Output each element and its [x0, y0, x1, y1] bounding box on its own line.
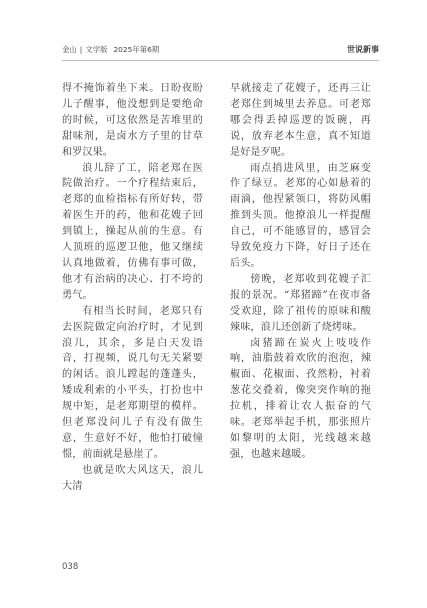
paragraph: 雨点捎进风里，由芝麻变作了绿豆。老郑的心如悬着的雨滴，他捏紧领口，将防风帽推到头顶。他撩浪儿一样提醒自己，可不能感冒的，感冒会导致免疫力下降，好日子还在后头。 [230, 162, 371, 269]
right-column [230, 81, 371, 463]
magazine-info: 金山 | 文学版 2025年第6期 [62, 45, 160, 54]
paragraph: 浪儿辞了工，陪老郑在医院做治疗。一个疗程结束后，老郑的血检指标有所好转，带着医生开的药，他和花嫂子回到镇上，操起从前的生意。有人顶班的巡逻卫他，他又继续认真地做着，仿佛有事可做，他才有治病的决心、打不垮的勇气。 [62, 162, 203, 301]
magazine-name: 金山 [62, 45, 77, 54]
running-header [62, 44, 379, 55]
paragraph: 傍晚，老郑收到花嫂子汇报的景况。“郑猪蹄”在夜市备受欢迎，除了祖传的原味和酸辣味，浪儿还创新了烧烤味。 [230, 273, 371, 333]
issue-label: 2025年第6期 [113, 45, 160, 54]
paragraph: 有相当长时间，老郑只有去医院做定向治疗时，才见到浪儿，其余，多是白天发语音，打视频，说几句无关紧要的闲话。浪儿蹚起的蓬蓬头，矮成利索的小平头，打扮也中规中矩，是老郑期望的模样。但老郑没问儿子有没有做生意，生意好不好，他怕打破憧憬，前面就是悬崖了。 [62, 305, 203, 460]
edition-label: 文学版 [85, 45, 108, 54]
paragraph: 也就是吹大风这天，浪儿大清 [62, 464, 203, 492]
paragraph: 得不掩饰着坐下来。日盼夜盼儿子醒事，他没想到是要绝命的时候，可这依然是苦堆里的甜味剂，是卤水方子里的甘草和罗汉果。 [62, 83, 203, 158]
column-title: 世说新事 [347, 45, 379, 54]
page-number: 038 [62, 562, 79, 572]
paragraph: 早就接走了花嫂子，还再三让老郑住到城里去养息。可老郑哪会得丢掉巡逻的饭碗，再说，放弃老本生意，真不知道是好是歹呢。 [230, 83, 371, 158]
paragraph: 卤猪蹄在炭火上吱吱作响，油脂鼓着欢欣的泡泡，辣椒面、花椒面、孜然粉，衬着葱花交叠着，像突突作响的拖拉机，排着让农人振奋的气味。老郑举起手机，那张照片如黎明的太阳，光线越来越强，也越来越暖。 [230, 337, 371, 460]
left-column [62, 81, 203, 495]
header-rule [62, 60, 379, 61]
